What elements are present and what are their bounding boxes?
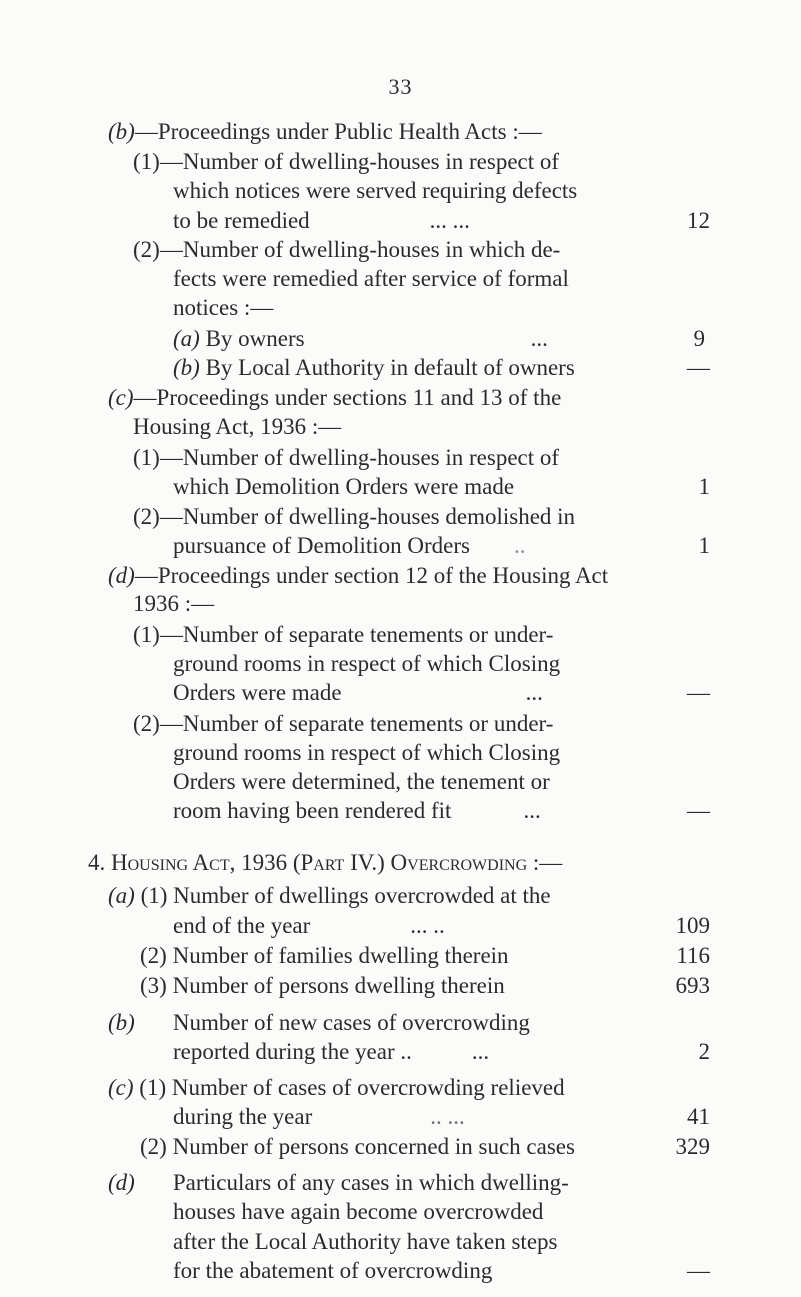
- section-d-item2-line2: ground rooms in respect of which Closing: [173, 739, 561, 765]
- section-4d-line1: (d) Particulars of any cases in which dwelling-: [108, 1170, 569, 1196]
- section-c-item2-line1: (2)—Number of dwelling-houses demolished in: [133, 504, 576, 529]
- section-4c-item2: (2) Number of persons concerned in such cases 329: [140, 1134, 710, 1160]
- section-4b-value: 2: [698, 1039, 710, 1065]
- section-b-sub-a: (a) By owners ... 9: [173, 325, 705, 351]
- section-b-sub-b: (b) By Local Authority in default of owners —: [173, 354, 710, 380]
- section-4d-line3: after the Local Authority have taken steps: [173, 1228, 558, 1254]
- section-c-item2-value: 1: [698, 533, 710, 559]
- section-d-item1-line2: ground rooms in respect of which Closing: [173, 651, 561, 677]
- section-d-item2-line4: room having been rendered fit ... —: [173, 798, 710, 824]
- section-d-item2-line3: Orders were determined, the tenement or: [173, 769, 550, 795]
- section-c-item1-line1: (1)—Number of dwelling-houses in respect of: [133, 444, 560, 470]
- section-4c-item1-line1: (c) (1) Number of cases of overcrowding relieved: [108, 1074, 565, 1100]
- section-4a-item1-value: 109: [675, 912, 710, 938]
- section-b-item1-line1: (1)—Number of dwelling-houses in respect of: [133, 149, 560, 175]
- section-4b-line1: (b) Number of new cases of overcrowding: [108, 1009, 530, 1035]
- section-4d-line4: for the abatement of overcrowding —: [173, 1258, 710, 1283]
- section-b-item1-line3: to be remedied ... ... 12: [173, 207, 710, 233]
- section-4-heading: 4. Housing Act, 1936 (Part IV.) Overcrowding :—: [88, 850, 563, 876]
- section-d-line2: 1936 :—: [133, 590, 215, 616]
- section-b-item2-line2: fects were remedied after service of formal: [173, 266, 569, 292]
- section-4a-item2-value: 116: [676, 942, 710, 968]
- section-d-item1-value: —: [687, 680, 710, 706]
- section-b-heading: [108, 118, 542, 146]
- section-d-item2-line1: (2)—Number of separate tenements or under-: [133, 710, 554, 736]
- section-c-item1-value: 1: [698, 473, 710, 499]
- section-b-item1-value: 12: [687, 207, 710, 233]
- section-c-line2: Housing Act, 1936 :—: [133, 414, 342, 440]
- section-d-heading: (d)—Proceedings under section 12 of the Housing Act: [108, 563, 609, 589]
- section-4d-value: —: [687, 1258, 710, 1283]
- section-4a-item2: (2) Number of families dwelling therein 116: [140, 942, 710, 968]
- section-4c-item2-value: 329: [675, 1134, 710, 1160]
- section-c-item2-line2: pursuance of Demolition Orders .. 1: [173, 533, 710, 559]
- section-b-sub-a-value: 9: [693, 325, 705, 351]
- section-4b-line2: reported during the year .. ... 2: [173, 1039, 710, 1065]
- page-number: 33: [388, 74, 413, 99]
- section-b-title: —Proceedings under Public Health Acts :—: [134, 119, 542, 144]
- section-4a-item3-value: 693: [675, 973, 710, 998]
- section-d-item1-line1: (1)—Number of separate tenements or under-: [133, 621, 554, 647]
- section-4a-item1-line1: (a) (1) Number of dwellings overcrowded at the: [108, 883, 551, 909]
- section-d-item1-line3: Orders were made ... —: [173, 680, 710, 706]
- section-4c-item1-line2: during the year .. ... 41: [173, 1104, 710, 1130]
- section-d-item2-value: —: [687, 798, 710, 824]
- section-b-item2-line3: notices :—: [173, 295, 274, 321]
- section-b-label: (b): [108, 119, 135, 144]
- section-c-heading: (c)—Proceedings under sections 11 and 13 of the: [108, 385, 562, 411]
- section-c-item1-line2: which Demolition Orders were made 1: [173, 473, 710, 499]
- section-4d-line2: houses have again become overcrowded: [173, 1199, 544, 1225]
- section-b-item2-line1: (2)—Number of dwelling-houses in which de-: [133, 236, 561, 262]
- section-b-item1-line2: which notices were served requiring defects: [173, 178, 578, 204]
- section-4c-item1-value: 41: [687, 1104, 710, 1130]
- section-b-sub-b-value: —: [687, 354, 710, 380]
- section-4a-item1-line2: end of the year ... .. 109: [173, 912, 710, 938]
- section-4a-item3: (3) Number of persons dwelling therein 693: [140, 973, 710, 998]
